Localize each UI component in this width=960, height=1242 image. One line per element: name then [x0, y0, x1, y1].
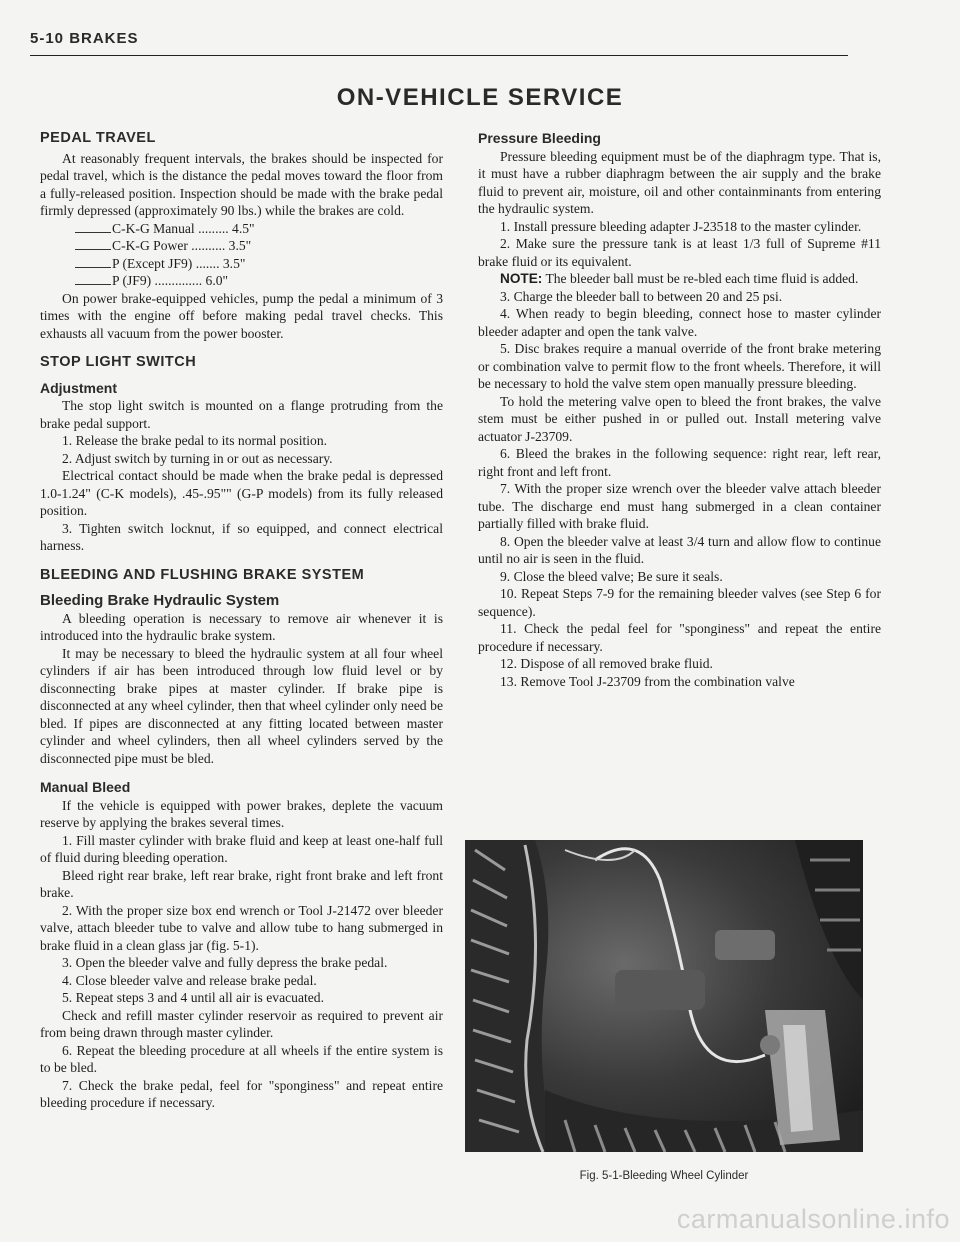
- step: 2. Adjust switch by turning in or out as necessary.: [62, 450, 333, 466]
- subheading-pressure-bleeding: Pressure Bleeding: [478, 130, 601, 146]
- paragraph: Bleed right rear brake, left rear brake, right front brake and left front brake.: [40, 867, 443, 900]
- step: 5. Repeat steps 3 and 4 until all air is evacuated.: [62, 990, 324, 1005]
- figure-photo-bleeding-wheel-cylinder: [465, 840, 863, 1152]
- heading-stop-light-switch: STOP LIGHT SWITCH: [40, 354, 197, 370]
- step: 10. Repeat Steps 7-9 for the remaining bleeder valves (see Step 6 for sequence).: [478, 586, 881, 619]
- subheading-manual-bleed: Manual Bleed: [40, 779, 131, 795]
- right-column: [478, 130, 881, 690]
- spec-line: P (JF9) .............. 6.0": [40, 272, 443, 290]
- spec-line: C-K-G Manual ......... 4.5": [40, 220, 443, 238]
- paragraph: A bleeding operation is necessary to remove air whenever it is introduced into the hydraulic brake system.: [40, 610, 443, 643]
- figure-caption: Fig. 5-1-Bleeding Wheel Cylinder: [579, 1170, 749, 1182]
- spec-line: C-K-G Power .......... 3.5": [40, 237, 443, 255]
- step: 1. Install pressure bleeding adapter J-23518 to the master cylinder.: [500, 218, 862, 234]
- step: 6. Repeat the bleeding procedure at all wheels if the entire system is to be bled.: [40, 1042, 443, 1075]
- step: 9. Close the bleed valve; Be sure it seals.: [500, 568, 723, 584]
- step: 5. Disc brakes require a manual override of the front brake metering or combination valve to permit flow to the front wheels. Therefore, it will be necessary to hold the valve stem open manually pressure bleeding.: [478, 341, 881, 391]
- left-column: [40, 130, 443, 1112]
- note-text: The bleeder ball must be re-bled each time fluid is added.: [542, 271, 859, 286]
- paragraph: If the vehicle is equipped with power brakes, deplete the vacuum reserve by applying the brakes several times.: [40, 797, 443, 830]
- step: 3. Tighten switch locknut, if so equipped, and connect electrical harness.: [40, 520, 443, 553]
- step: 7. With the proper size wrench over the bleeder valve attach bleeder tube. The discharge end must hang submerged in a clean container partially filled with brake fluid.: [478, 481, 881, 531]
- step: 3. Charge the bleeder ball to between 20 and 25 psi.: [500, 288, 783, 304]
- step: 1. Release the brake pedal to its normal position.: [62, 433, 328, 448]
- step: 11. Check the pedal feel for "sponginess" and repeat the entire procedure if necessary.: [478, 621, 881, 654]
- note: [478, 270, 881, 288]
- spec-line: P (Except JF9) ....... 3.5": [40, 255, 443, 273]
- watermark-text: carmanualsonline.info: [676, 1204, 950, 1234]
- running-header: [30, 30, 848, 56]
- step: 4. Close bleeder valve and release brake pedal.: [62, 972, 317, 988]
- page-label: 5-10 BRAKES: [30, 30, 139, 47]
- paragraph: To hold the metering valve open to bleed the front brakes, the valve stem must be either pushed in or pulled out. Install metering valve actuator J-23709.: [478, 393, 881, 444]
- paragraph: Electrical contact should be made when the brake pedal is depressed 1.0-1.24" (C-K models), .45-.95"" (G-P models) from its fully released position.: [40, 468, 443, 518]
- step: 1. Fill master cylinder with brake fluid and keep at least one-half full of fluid during bleeding operation.: [40, 832, 443, 865]
- heading-pedal-travel: PEDAL TRAVEL: [40, 130, 156, 146]
- paragraph: At reasonably frequent intervals, the brakes should be inspected for pedal travel, which is the distance the pedal moves toward the floor from a fully-released position. Inspection should be made with the brake pedal firmly depressed (approximately 90 lbs.) while the brakes are cold.: [40, 150, 443, 218]
- paragraph: Pressure bleeding equipment must be of the diaphragm type. That is, it must have a rubber diaphragm between the air supply and the brake fluid to prevent air, moisture, oil and other containminants from entering the hydraulic system.: [478, 148, 881, 216]
- paragraph: Check and refill master cylinder reservoir as required to prevent air from being drawn through master cylinder.: [40, 1007, 443, 1040]
- heading-bleeding-flushing: BLEEDING AND FLUSHING BRAKE SYSTEM: [40, 566, 365, 583]
- step: 6. Bleed the brakes in the following sequence: right rear, left rear, right front and left front.: [478, 446, 881, 479]
- step: 2. Make sure the pressure tank is at least 1/3 full of Supreme #11 brake fluid or its equivalent.: [478, 236, 881, 269]
- step: 8. Open the bleeder valve at least 3/4 turn and allow flow to continue until no air is seen in the fluid.: [478, 533, 881, 566]
- step: 13. Remove Tool J-23709 from the combination valve: [500, 673, 795, 689]
- paragraph: It may be necessary to bleed the hydraulic system at all four wheel cylinders if air has been introduced through low fluid level or by disconnecting brake pipes at master cylinder. If brake pipe is disconnected at any wheel cylinder, then that wheel cylinder only need be bled. If pipes are disconnected at any fitting located between master cylinder and wheel cylinders, then all wheel cylinders served by the disconnected pipe must be bled.: [40, 645, 443, 766]
- paragraph: On power brake-equipped vehicles, pump the pedal a minimum of 3 times with the engine off before making pedal travel checks. This exhausts all vacuum from the power booster.: [40, 290, 443, 341]
- page-title: ON-VEHICLE SERVICE: [336, 84, 624, 111]
- step: 2. With the proper size box end wrench or Tool J-21472 over bleeder valve, attach bleeder tube to valve and allow tube to hang submerged in brake fluid in a clean glass jar (fig. 5-1).: [40, 902, 443, 953]
- step: 3. Open the bleeder valve and fully depress the brake pedal.: [62, 955, 388, 970]
- step: 7. Check the brake pedal, feel for "sponginess" and repeat entire bleeding procedure if necessary.: [40, 1077, 443, 1110]
- note-label: NOTE:: [500, 271, 543, 286]
- subheading-bleeding-hydraulic: Bleeding Brake Hydraulic System: [40, 592, 280, 609]
- step: 12. Dispose of all removed brake fluid.: [500, 656, 713, 671]
- step: 4. When ready to begin bleeding, connect hose to master cylinder bleeder adapter and open the tank valve.: [478, 306, 881, 339]
- paragraph: The stop light switch is mounted on a flange protruding from the brake pedal support.: [40, 398, 443, 431]
- subheading-adjustment: Adjustment: [40, 379, 117, 396]
